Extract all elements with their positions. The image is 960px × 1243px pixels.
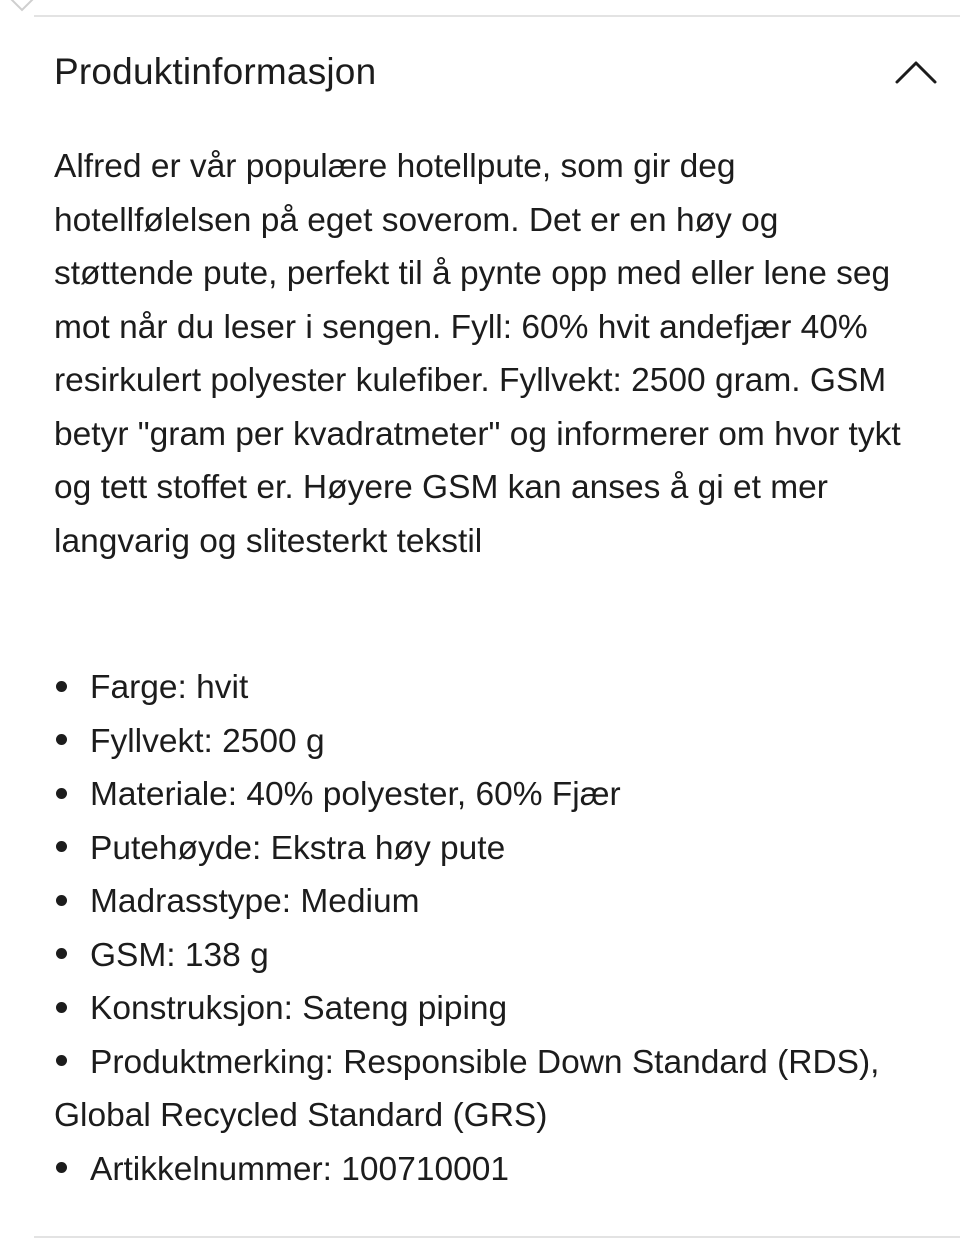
spec-text: Konstruksjon: Sateng piping <box>90 990 508 1027</box>
spec-text: Putehøyde: Ekstra høy pute <box>90 829 506 867</box>
list-item <box>54 982 924 1036</box>
top-divider <box>34 15 960 17</box>
chevron-up-icon[interactable] <box>894 57 938 87</box>
spec-list <box>54 661 924 1196</box>
spec-text: Produktmerking: Responsible Down Standard (RDS), Global Recycled Standard (GRS) <box>54 1043 880 1134</box>
spec-text: GSM: 138 g <box>90 936 269 974</box>
list-item <box>54 929 924 983</box>
spec-text: Fyllvekt: 2500 g <box>90 722 325 760</box>
product-description: Alfred er vår populære hotellpute, som gir deg hotellfølelsen på eget soverom. Det er en høy og støttende pute, perfekt til å pynte opp med eller lene seg mot når du leser i sengen. Fyll: 60% hvit andefjær 40% resirkulert polyester kulefiber. Fyllvekt: 2500 gram. GSM betyr "gram per kvadratmeter" og informerer om hvor tykt og tett stoffet er. Høyere GSM kan anses å gi et mer langvarig og slitesterkt tekstil <box>54 148 901 560</box>
list-item <box>54 768 924 822</box>
bullet-icon <box>54 929 90 983</box>
spec-text: Madrasstype: Medium <box>90 883 420 920</box>
bullet-icon <box>54 768 90 822</box>
list-item <box>54 875 924 929</box>
spec-text: Materiale: 40% polyester, 60% Fjær <box>90 776 621 813</box>
bullet-icon <box>54 982 90 1036</box>
list-item <box>54 715 924 769</box>
spec-text: Artikkelnummer: 100710001 <box>90 1150 509 1188</box>
bullet-icon <box>54 822 90 876</box>
list-item <box>54 822 924 876</box>
list-item <box>54 1143 924 1197</box>
close-icon-partial <box>0 0 44 14</box>
bullet-icon <box>54 875 90 929</box>
list-item <box>54 1036 924 1143</box>
bullet-icon <box>54 1143 90 1197</box>
bottom-divider <box>34 1236 960 1238</box>
accordion-title: Produktinformasjon <box>54 51 377 92</box>
bullet-icon <box>54 1036 90 1090</box>
spec-text: Farge: hvit <box>90 669 249 706</box>
bullet-icon <box>54 661 90 715</box>
list-item <box>54 661 924 715</box>
product-info-accordion-header[interactable] <box>54 44 944 100</box>
bullet-icon <box>54 715 90 769</box>
